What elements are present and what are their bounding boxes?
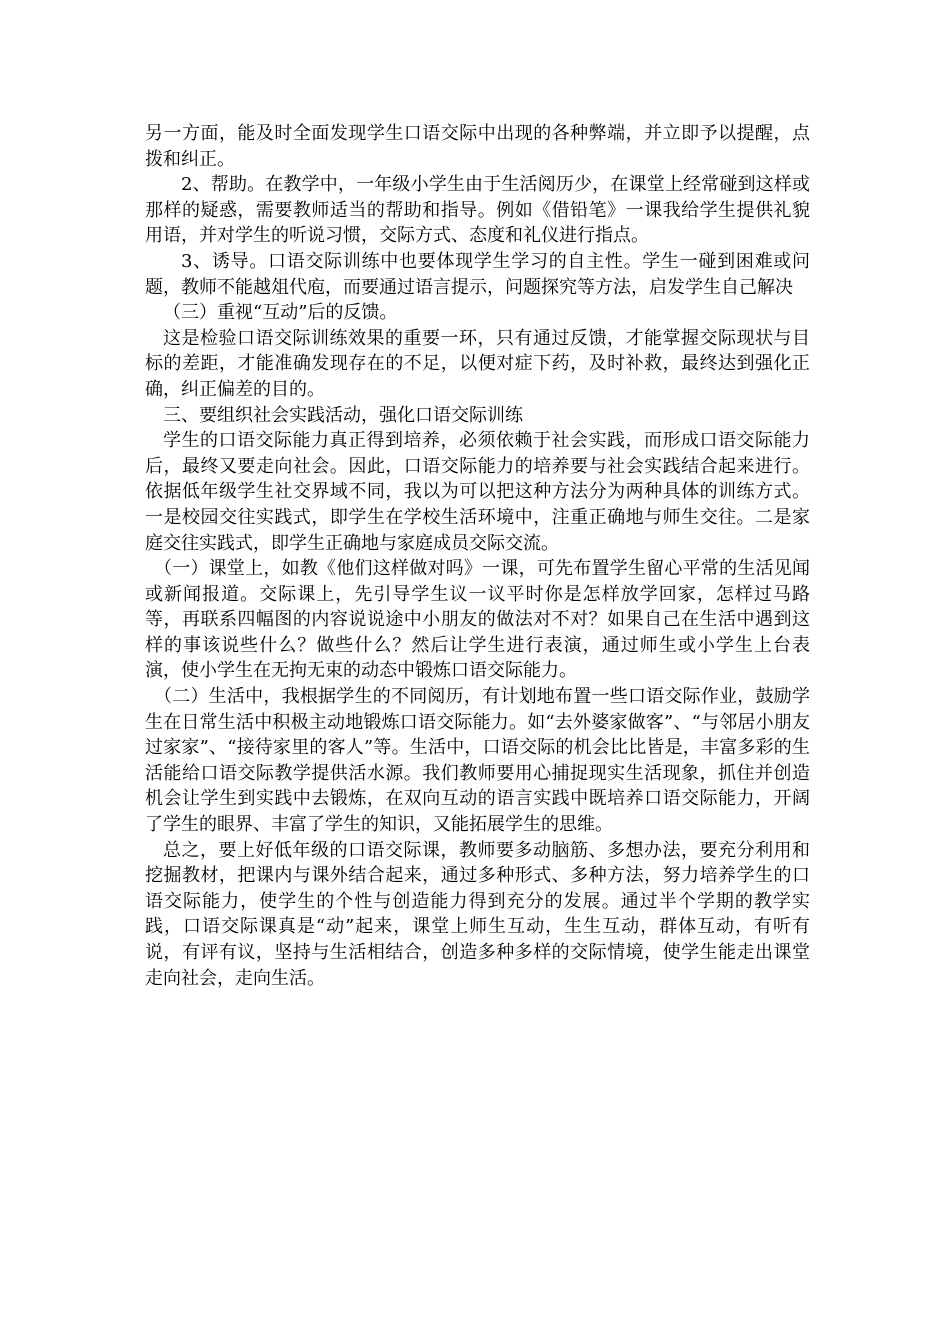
- paragraph-conclusion: 总之，要上好低年级的口语交际课，教师要多动脑筋、多想办法，要充分利用和挖掘教材，把课内与课外结合起来，通过多种形式、多种方法，努力培养学生的口语交际能力，使学生的个性与创造能力得到充分的发展。通过半个学期的教学实践，口语交际课真是“动”起来，课堂上师生互动，生生互动，群体互动，有听有说，有评有议，坚持与生活相结合，创造多种多样的交际情境，使学生能走出课堂走向社会，走向生活。: [145, 839, 810, 989]
- heading-feedback: （三）重视“互动”后的反馈。: [163, 302, 398, 324]
- paragraph-feedback: 这是检验口语交际训练效果的重要一环，只有通过反馈，才能掌握交际现状与目标的差距，才能准确发现存在的不足，以便对症下药，及时补救，最终达到强化正确，纠正偏差的目的。: [145, 327, 810, 400]
- heading-social-practice: 三、要组织社会实践活动，强化口语交际训练: [163, 404, 523, 426]
- paragraph-daily-life: （二）生活中，我根据学生的不同阅历，有计划地布置一些口语交际作业，鼓励学生在日常生活中积极主动地锻炼口语交际能力。如“去外婆家做客”、“与邻居小朋友过家家”、“接待家里的客人”等。生活中，口语交际的机会比比皆是，丰富多彩的生活能给口语交际教学提供活水源。我们教师要用心捕捉现实生活现象，抓住并创造机会让学生到实践中去锻炼，在双向互动的语言实践中既培养口语交际能力，开阔了学生的眼界、丰富了学生的知识，又能拓展学生的思维。: [145, 686, 810, 836]
- paragraph-classroom: （一）课堂上，如教《他们这样做对吗》一课，可先布置学生留心平常的生活见闻或新闻报道。交际课上，先引导学生议一议平时你是怎样放学回家，怎样过马路等，再联系四幅图的内容说说途中小朋友的做法对不对？如果自己在生活中遇到这样的事该说些什么？做些什么？然后让学生进行表演，通过师生或小学生上台表演，使小学生在无拘无束的动态中锻炼口语交际能力。: [145, 558, 810, 682]
- paragraph-continuation: 另一方面，能及时全面发现学生口语交际中出现的各种弊端，并立即予以提醒，点拨和纠正。: [145, 123, 810, 170]
- paragraph-guide: 3、诱导。口语交际训练中也要体现学生学习的自主性。学生一碰到困难或问题，教师不能越俎代庖，而要通过语言提示，问题探究等方法，启发学生自己解决: [145, 250, 810, 298]
- paragraph-social-practice: 学生的口语交际能力真正得到培养，必须依赖于社会实践，而形成口语交际能力后，最终又要走向社会。因此，口语交际能力的培养要与社会实践结合起来进行。依据低年级学生社交界域不同，我以为可以把这种方法分为两种具体的训练方式。一是校园交往实践式，即学生在学校生活环境中，注重正确地与师生交往。二是家庭交往实践式，即学生正确地与家庭成员交际交流。: [145, 430, 810, 554]
- document-body: [145, 121, 810, 991]
- paragraph-help: 2、帮助。在教学中，一年级小学生由于生活阅历少，在课堂上经常碰到这样或那样的疑惑，需要教师适当的帮助和指导。例如《借铅笔》一课我给学生提供礼貌用语，并对学生的听说习惯，交际方式、态度和礼仪进行指点。: [145, 174, 810, 247]
